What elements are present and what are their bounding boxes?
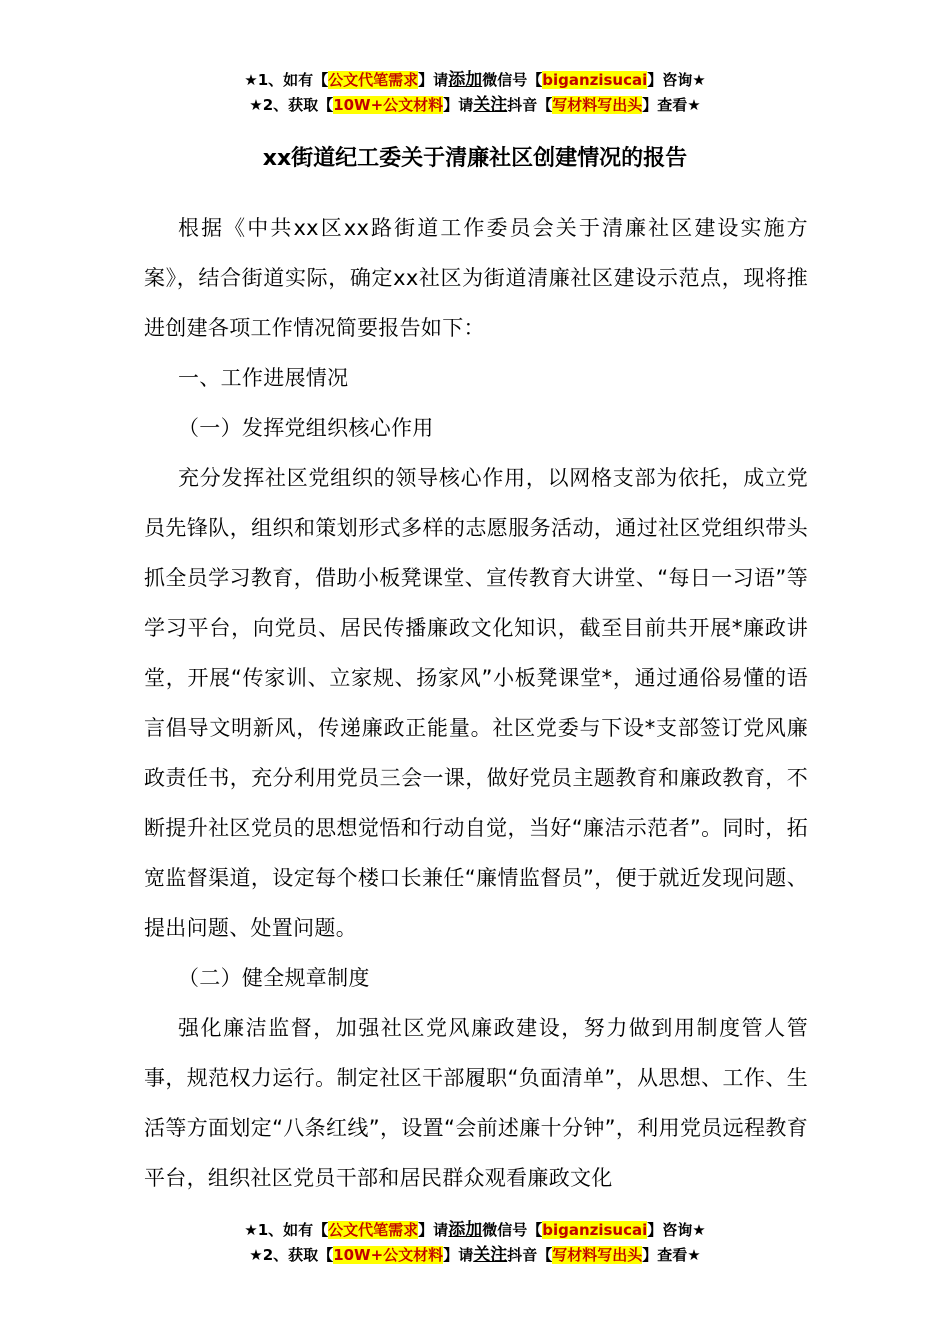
highlight-ghostwriting: 公文代笔需求 [328, 71, 419, 89]
highlight-materials: 10W+公文材料 [333, 1246, 444, 1264]
promo-line-2: ★2、获取【10W+公文材料】请关注抖音【写材料写出头】查看★ [249, 95, 701, 115]
highlight-douyin: 写材料写出头 [552, 1246, 643, 1264]
highlight-materials: 10W+公文材料 [333, 96, 444, 114]
highlight-douyin: 写材料写出头 [552, 96, 643, 114]
promo-line-1: ★1、如有【公文代笔需求】请添加微信号【biganzisucai】咨询★ [244, 70, 706, 90]
paragraph-regulations: 强化廉洁监督，加强社区党风廉政建设，努力做到用制度管人管事，规范权力运行。制定社区干部履职“负面清单”，从思想、工作、生活等方面划定“八条红线”，设置“会前述廉十分钟”，利用党员远程教育平台，组织社区党员干部和居民群众观看廉政文化 [144, 1016, 808, 1190]
heading-subsection-2: （二）健全规章制度 [178, 966, 370, 990]
highlight-ghostwriting: 公文代笔需求 [328, 1221, 419, 1239]
promo-line-1: ★1、如有【公文代笔需求】请添加微信号【biganzisucai】咨询★ [244, 1220, 706, 1240]
document-title: xx街道纪工委关于清廉社区创建情况的报告 [262, 146, 688, 171]
highlight-wechat-id: biganzisucai [542, 1221, 648, 1239]
heading-subsection-1: （一）发挥党组织核心作用 [178, 416, 434, 440]
paragraph-intro: 根据《中共xx区xx路街道工作委员会关于清廉社区建设实施方案》，结合街道实际，确定xx社区为街道清廉社区建设示范点，现将推进创建各项工作情况简要报告如下： [144, 216, 808, 340]
footer-promo-banner [0, 1218, 950, 1268]
highlight-wechat-id: biganzisucai [542, 71, 648, 89]
promo-line-2: ★2、获取【10W+公文材料】请关注抖音【写材料写出头】查看★ [249, 1245, 701, 1265]
document-body [144, 203, 808, 1203]
header-promo-banner [0, 68, 950, 118]
heading-section-1: 一、工作进展情况 [178, 366, 349, 390]
paragraph-party-role: 充分发挥社区党组织的领导核心作用，以网格支部为依托，成立党员先锋队，组织和策划形式多样的志愿服务活动，通过社区党组织带头抓全员学习教育，借助小板凳课堂、宣传教育大讲堂、“每日一习语”等学习平台，向党员、居民传播廉政文化知识，截至目前共开展*廉政讲堂，开展“传家训、立家规、扬家风”小板凳课堂*，通过通俗易懂的语言倡导文明新风，传递廉政正能量。社区党委与下设*支部签订党风廉政责任书，充分利用党员三会一课，做好党员主题教育和廉政教育，不断提升社区党员的思想觉悟和行动自觉，当好“廉洁示范者”。同时，拓宽监督渠道，设定每个楼口长兼任“廉情监督员”，便于就近发现问题、提出问题、处置问题。 [144, 466, 808, 940]
